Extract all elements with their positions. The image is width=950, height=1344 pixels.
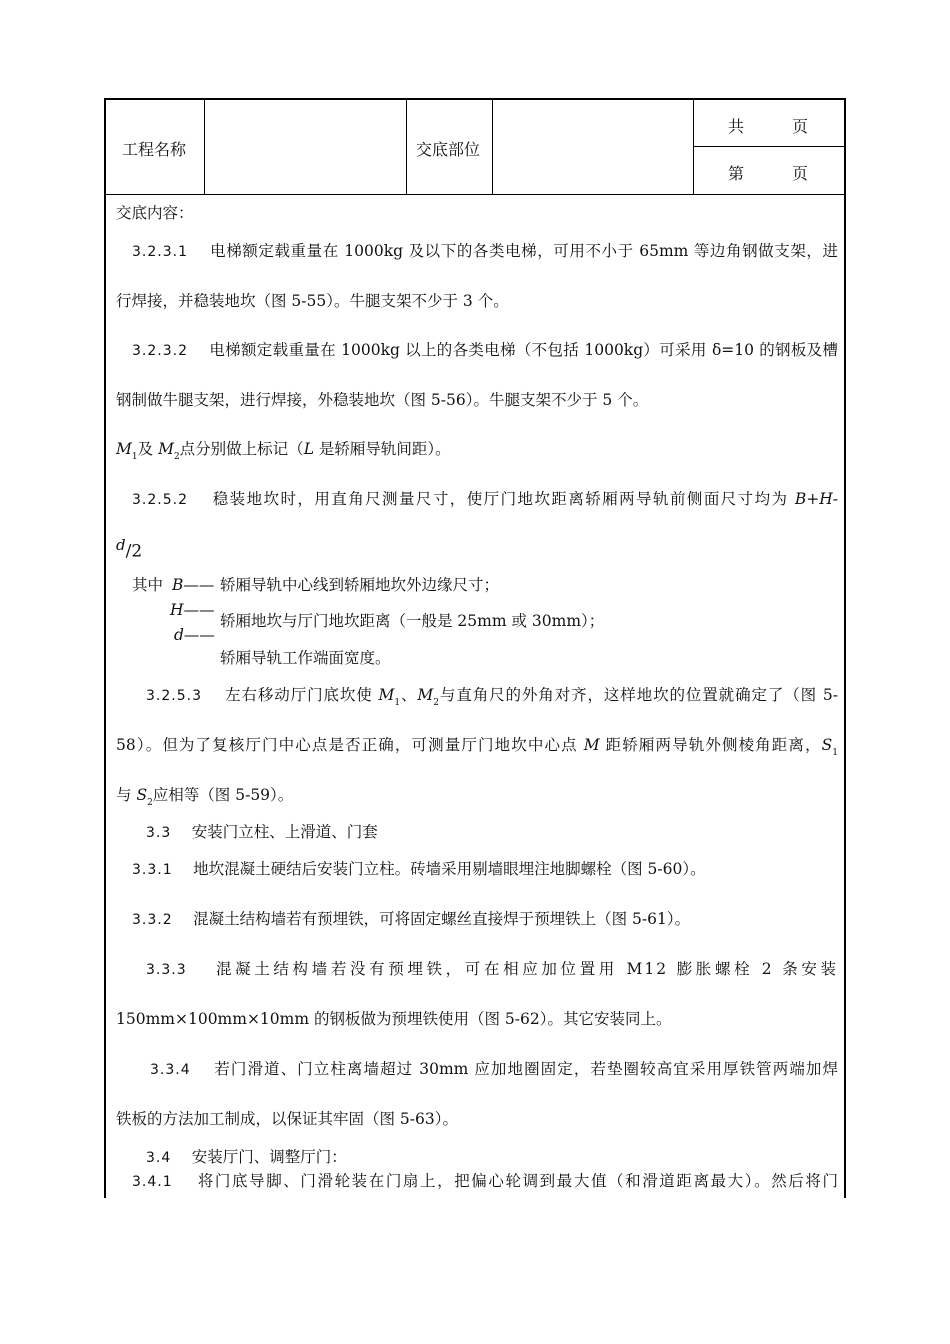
divider bbox=[204, 100, 205, 194]
legend-b-text: 轿厢导轨中心线到轿厢地坎外边缘尺寸； bbox=[220, 576, 500, 594]
section-number: 3.3 bbox=[146, 825, 172, 841]
clause-number: 3.4.1 bbox=[132, 1174, 173, 1190]
location-label: 交底部位 bbox=[416, 140, 481, 159]
paragraph-line: 150mm×100mm×10mm 的钢板做为预埋铁使用（图 5-62）。其它安装同上。 bbox=[116, 1010, 672, 1028]
paragraph-line bbox=[132, 489, 838, 510]
divider bbox=[693, 146, 844, 147]
legend-h: H—— bbox=[170, 601, 215, 619]
formula-divisor: /2 bbox=[125, 541, 143, 562]
paragraph-text: 左右移动厅门底坎使 bbox=[225, 686, 379, 704]
paragraph-text: 58）。但为了复核厅门中心点是否正确，可测量厅门地坎中心点 bbox=[116, 736, 584, 754]
marking-note bbox=[116, 439, 451, 467]
subscript: 2 bbox=[433, 698, 440, 708]
formula-continuation bbox=[116, 535, 142, 562]
divider bbox=[406, 100, 407, 194]
paragraph-text: 将门底导脚、门滑轮装在门扇上，把偏心轮调到最大值（和滑道距离最大）。然后将门 bbox=[197, 1172, 838, 1190]
subscript: 1 bbox=[832, 748, 838, 758]
subscript: 2 bbox=[147, 798, 153, 808]
paragraph-text: 电梯额定载重量在 1000kg 及以下的各类电梯，可用不小于 65mm 等边角钢做支架，进 bbox=[210, 242, 838, 260]
legend-d: d—— bbox=[174, 626, 215, 644]
symbol-m: M bbox=[378, 686, 395, 704]
section-heading bbox=[146, 822, 378, 843]
paragraph-line: 行焊接，并稳装地坎（图 5-55）。牛腿支架不少于 3 个。 bbox=[116, 292, 509, 310]
section-title: 安装门立柱、上滑道、门套 bbox=[191, 823, 378, 841]
legend-d-text: 轿厢导轨工作端面宽度。 bbox=[220, 649, 391, 667]
subscript: 2 bbox=[173, 452, 180, 462]
symbol-s: S bbox=[821, 736, 833, 754]
paragraph-line: 铁板的方法加工制成，以保证其牢固（图 5-63）。 bbox=[116, 1110, 459, 1128]
clause-number: 3.2.5.2 bbox=[132, 492, 188, 508]
where-label: 其中 bbox=[132, 576, 164, 594]
subscript: 1 bbox=[131, 452, 138, 462]
section-number: 3.4 bbox=[146, 1150, 172, 1166]
paragraph-text: 若门滑道、门立柱离墙超过 30mm 应加地圈固定，若垫圈较高宜采用厚铁管两端加焊 bbox=[214, 1060, 838, 1078]
symbol-m: M bbox=[158, 440, 174, 458]
paragraph-text: 与直角尺的外角对齐，这样地坎的位置就确定了（图 5- bbox=[439, 686, 838, 704]
symbol-m: M bbox=[583, 736, 600, 754]
symbol-d: d bbox=[116, 536, 126, 554]
paragraph-text: 距轿厢两导轨外侧棱角距离， bbox=[599, 736, 822, 754]
legend-b: B—— bbox=[172, 576, 215, 594]
symbol-m: M bbox=[417, 686, 434, 704]
paragraph-line bbox=[116, 735, 838, 763]
paragraph-line bbox=[132, 1171, 838, 1192]
text: 、 bbox=[400, 686, 418, 704]
subscript: 1 bbox=[394, 698, 401, 708]
paragraph-line bbox=[132, 859, 706, 880]
intro-label: 交底内容： bbox=[116, 204, 194, 222]
clause-number: 3.3.3 bbox=[146, 962, 187, 978]
paragraph-text: 电梯额定载重量在 1000kg 以上的各类电梯（不包括 1000kg）可采用 δ=10 的钢板及槽 bbox=[209, 341, 838, 359]
symbol-m: M bbox=[116, 440, 132, 458]
legend-h-text: 轿厢地坎与厅门地坎距离（一般是 25mm 或 30mm）； bbox=[220, 612, 605, 630]
divider bbox=[492, 100, 493, 194]
project-name-label: 工程名称 bbox=[122, 140, 187, 159]
text: 是轿厢导轨间距）。 bbox=[313, 440, 451, 458]
paragraph-text: 与 bbox=[116, 786, 137, 804]
paragraph-text: 地坎混凝土硬结后安装门立柱。砖墙采用剔墙眼埋注地脚螺栓（图 5-60）。 bbox=[193, 860, 706, 878]
paragraph-line bbox=[150, 1059, 838, 1080]
total-pages: 共 页 bbox=[728, 117, 809, 136]
paragraph-line bbox=[132, 340, 838, 361]
clause-number: 3.3.4 bbox=[150, 1062, 191, 1078]
paragraph-line bbox=[146, 685, 838, 713]
section-title: 安装厅门、调整厅门： bbox=[191, 1148, 347, 1166]
paragraph-text: 稳装地坎时，用直角尺测量尺寸，使厅门地坎距离轿厢两导轨前侧面尺寸均为 bbox=[212, 490, 795, 508]
paragraph-text: 混凝土结构墙若没有预埋铁，可在相应加位置用 M12 膨胀螺栓 2 条安装 bbox=[215, 960, 838, 978]
clause-number: 3.2.5.3 bbox=[146, 688, 202, 704]
divider bbox=[693, 100, 694, 194]
page-number: 第 页 bbox=[728, 164, 809, 183]
paragraph-line bbox=[146, 959, 838, 980]
paragraph-text: 混凝土结构墙若有预埋铁，可将固定螺丝直接焊于预埋铁上（图 5-61）。 bbox=[193, 910, 691, 928]
paragraph-line bbox=[116, 785, 293, 813]
text: 及 bbox=[137, 440, 154, 458]
clause-number: 3.3.2 bbox=[132, 912, 173, 928]
header-table bbox=[106, 100, 844, 195]
text: 点分别做上标记（ bbox=[179, 440, 304, 458]
disclosure-sheet bbox=[104, 98, 846, 1198]
paragraph-line bbox=[132, 241, 838, 262]
symbol-s: S bbox=[136, 786, 148, 804]
clause-number: 3.2.3.2 bbox=[132, 343, 188, 359]
clause-number: 3.2.3.1 bbox=[132, 244, 188, 260]
paragraph-line bbox=[132, 909, 690, 930]
formula: B+H- bbox=[794, 490, 838, 508]
paragraph-text: 应相等（图 5-59）。 bbox=[152, 786, 294, 804]
clause-number: 3.3.1 bbox=[132, 862, 173, 878]
paragraph-line: 钢制做牛腿支架，进行焊接，外稳装地坎（图 5-56）。牛腿支架不少于 5 个。 bbox=[116, 391, 649, 409]
symbol-l: L bbox=[303, 440, 314, 458]
section-heading bbox=[146, 1147, 347, 1168]
